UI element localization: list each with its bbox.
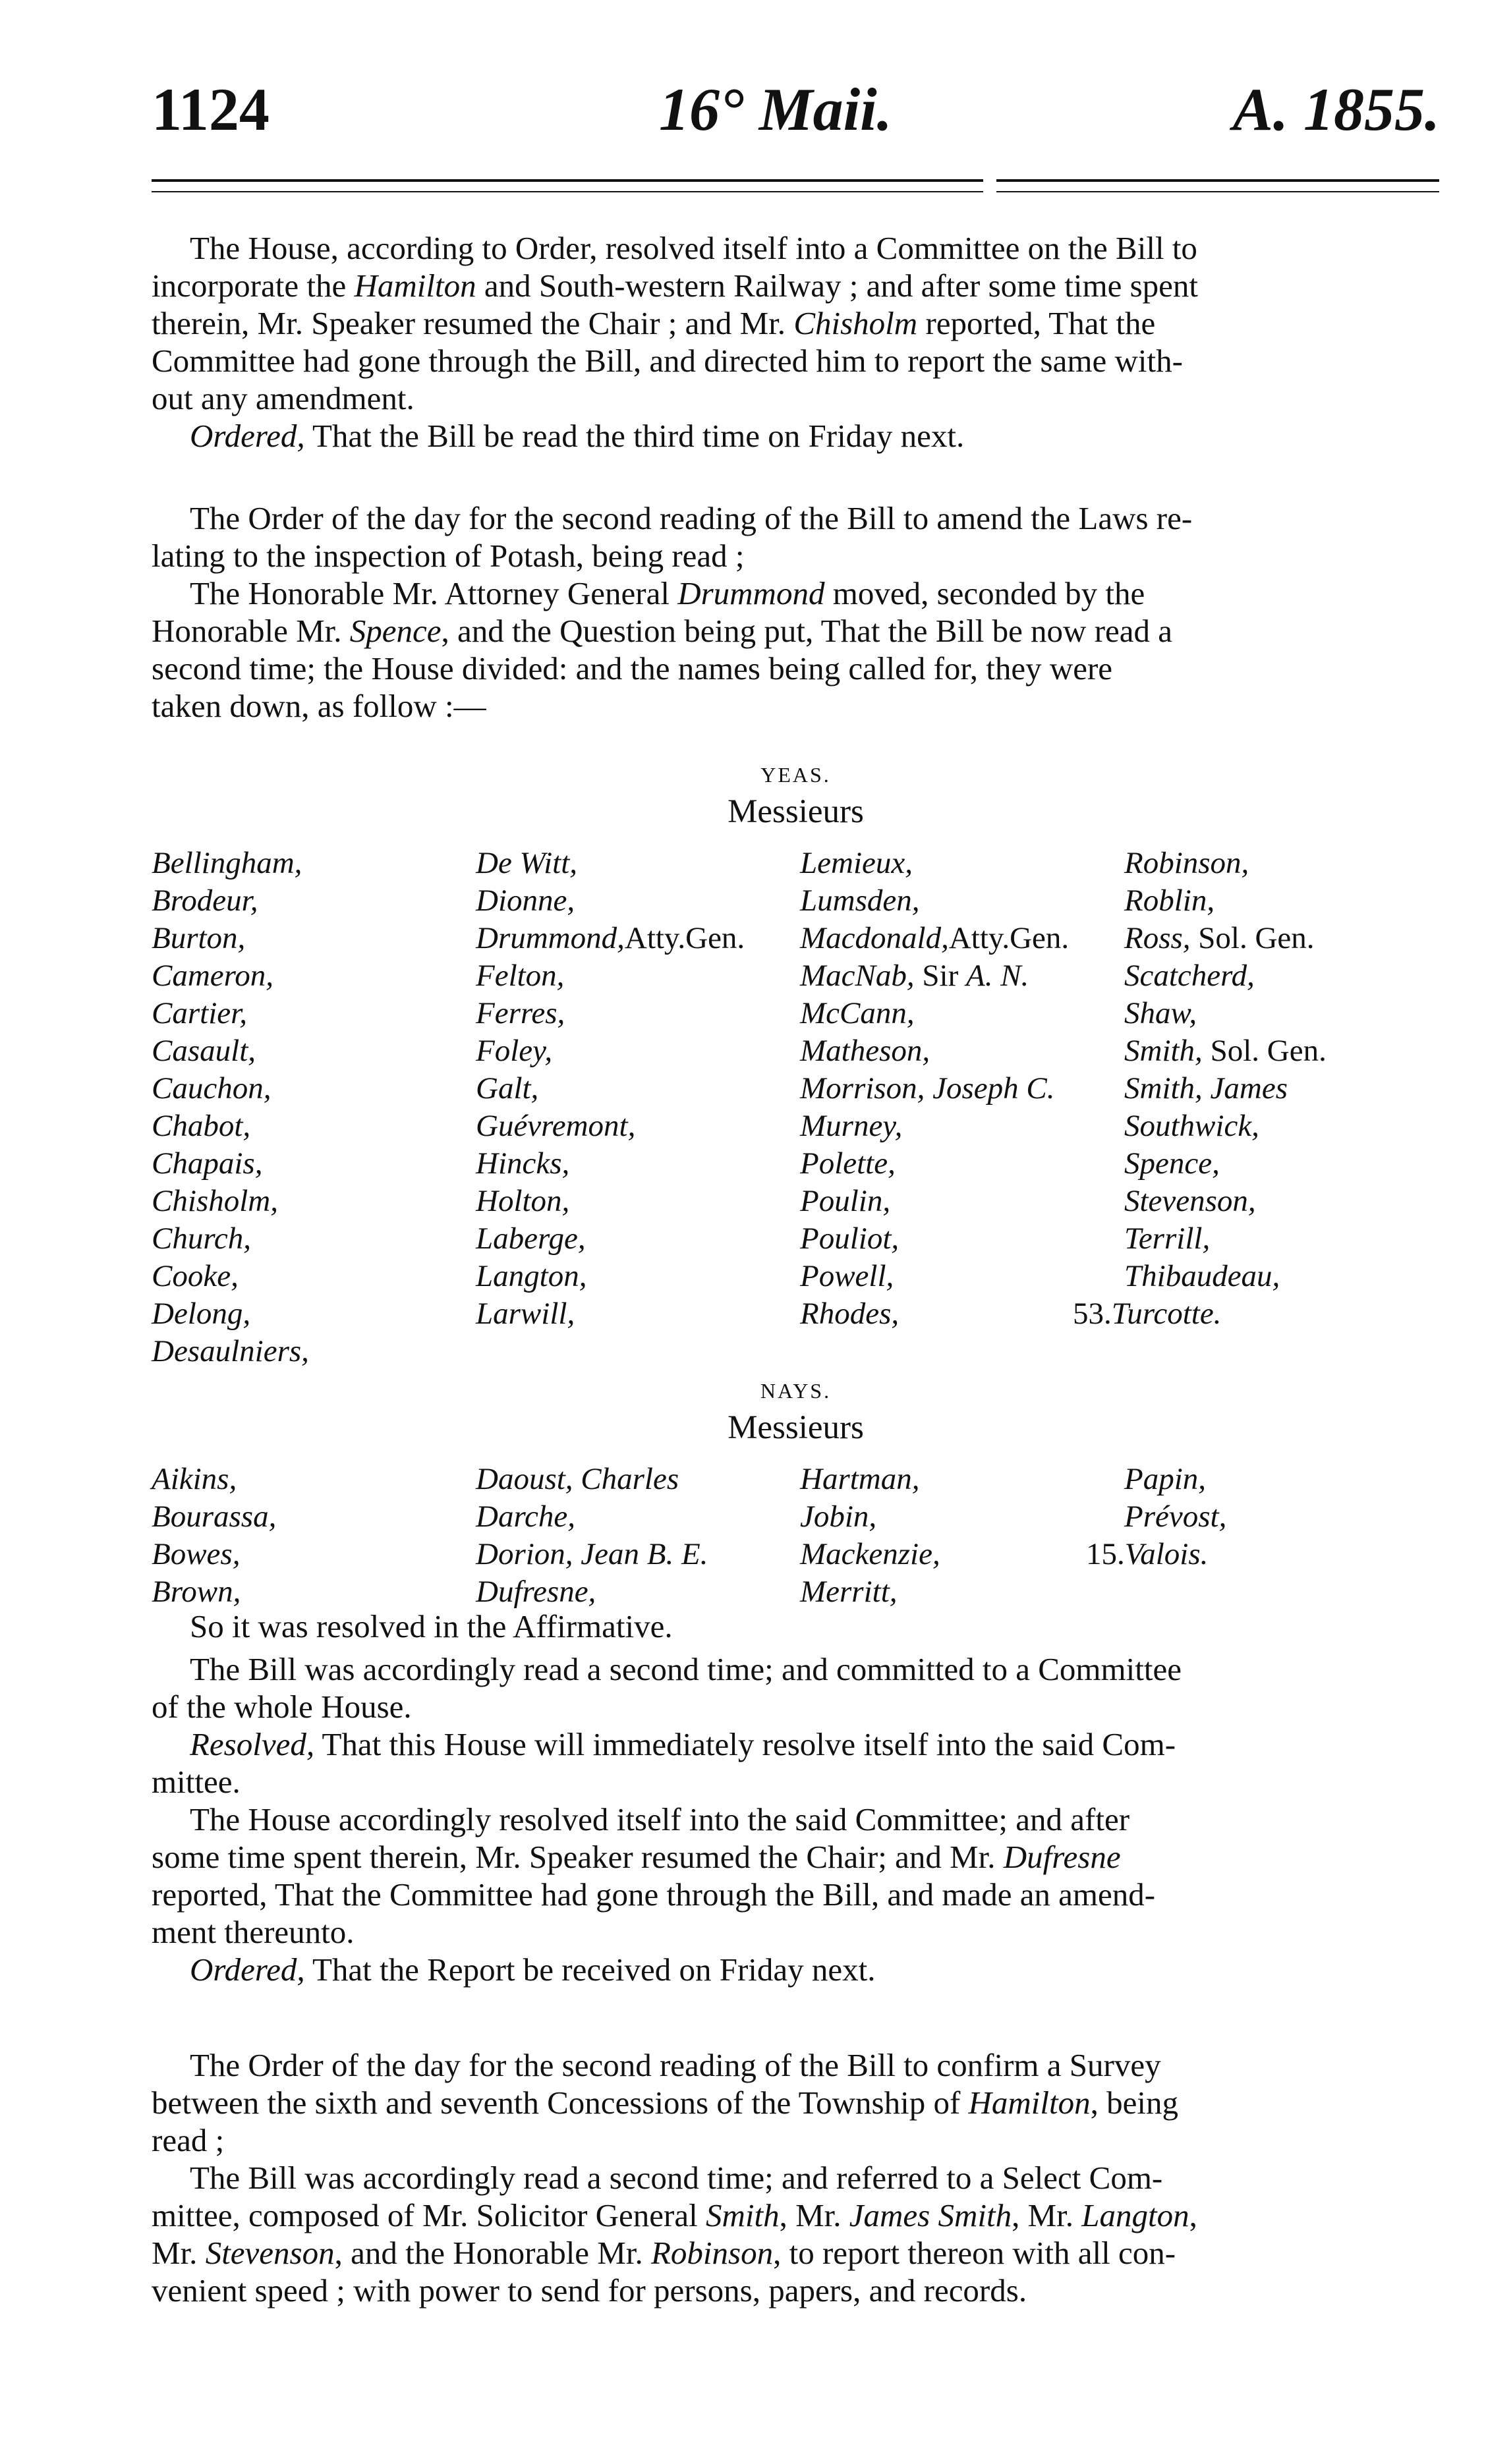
member-name [476, 1295, 800, 1333]
text-line: read ; [152, 2122, 225, 2158]
text-line: Committee had gone through the Bill, and directed him to report the same with- [152, 343, 1183, 379]
name-text: Bourassa, [152, 1499, 277, 1534]
ordered-line [152, 1951, 1440, 1988]
name-text: Aikins, [152, 1462, 237, 1496]
name-text: Cameron, [152, 959, 273, 993]
name-text: Desaulniers, [152, 1334, 309, 1368]
name-row [152, 957, 1440, 995]
member-name [800, 1220, 1124, 1258]
name-text: Brodeur, [152, 883, 258, 918]
name-text: Papin, [1124, 1462, 1207, 1496]
name-text: Polette, [800, 1146, 896, 1181]
member-name [152, 920, 476, 957]
member-name [152, 1461, 476, 1498]
member-name [1124, 1258, 1440, 1295]
name-text: Cartier, [152, 996, 247, 1030]
name-text: Lemieux, [800, 846, 913, 880]
text-line: second time; the House divided: and the names being called for, they were [152, 650, 1113, 686]
nays-table [152, 1461, 1440, 1611]
name-text: Pouliot, [800, 1221, 900, 1256]
text-run: and South-western Railway ; and after some time spent [476, 267, 1199, 304]
text-run-italic: Smith [705, 2197, 780, 2233]
member-name [152, 995, 476, 1032]
nays-messieurs: Messieurs [728, 1409, 864, 1446]
member-name [1124, 1333, 1440, 1370]
name-text: Poulin, [800, 1184, 891, 1218]
member-name [800, 1536, 1124, 1573]
text-run-italic: Ordered, [190, 1951, 305, 1988]
text-run: , [1189, 2197, 1197, 2233]
member-name [152, 1220, 476, 1258]
name-text: Felton, [476, 959, 565, 993]
nays-list [152, 1461, 1440, 1611]
member-name [476, 1536, 800, 1573]
member-name [1124, 845, 1440, 882]
paragraph-division-result [152, 1608, 1440, 1988]
name-row [152, 1183, 1440, 1220]
name-text: McCann, [800, 996, 915, 1030]
name-text: Burton, [152, 921, 246, 955]
name-text: Bowes, [152, 1537, 241, 1571]
name-row [152, 845, 1440, 882]
text-run-italic: Spence [349, 613, 442, 649]
name-text: Guévremont, [476, 1109, 636, 1143]
title-text: Sol. Gen. [1202, 1034, 1327, 1068]
page-number: 1124 [152, 76, 270, 143]
member-name [476, 1573, 800, 1611]
date-text: 16° Maii. [659, 76, 892, 143]
nays-heading: NAYS. [760, 1379, 832, 1403]
name-text: Thibaudeau, [1124, 1259, 1280, 1293]
text-run-italic: Ordered, [190, 418, 305, 454]
member-name [800, 995, 1124, 1032]
member-name [476, 1107, 800, 1145]
name-row [152, 1107, 1440, 1145]
text-line: reported, That the Committee had gone through the Bill, and made an amend- [152, 1876, 1156, 1913]
text-line: The Order of the day for the second reading of the Bill to amend the Laws re- [190, 500, 1193, 536]
vote-count: 15. [1086, 1537, 1125, 1571]
member-name [476, 1220, 800, 1258]
text-run: therein, Mr. Speaker resumed the Chair ; and Mr. [152, 305, 794, 341]
name-text: Daoust, Charles [476, 1462, 679, 1496]
member-name [1124, 1220, 1440, 1258]
name-text: Mackenzie, [800, 1537, 940, 1571]
member-name [1124, 1498, 1440, 1536]
name-text: Jobin, [800, 1499, 877, 1534]
member-name [152, 1145, 476, 1183]
text-line: venient speed ; with power to send for persons, papers, and records. [152, 2272, 1027, 2309]
text-line: The House, according to Order, resolved itself into a Committee on the Bill to [190, 230, 1197, 266]
member-name [800, 1183, 1124, 1220]
name-text: MacNab, [800, 959, 915, 993]
name-text: Powell, [800, 1259, 894, 1293]
text-line [152, 304, 1440, 342]
member-name [152, 1295, 476, 1333]
name-text: Scatcherd, [1124, 959, 1255, 993]
member-name [800, 920, 1124, 957]
text-run: , Mr. [1012, 2197, 1082, 2233]
name-text: Darche, [476, 1499, 575, 1534]
text-run-italic: Resolved, [190, 1726, 315, 1762]
text-run: Honorable Mr. [152, 613, 350, 649]
text-line: out any amendment. [152, 380, 414, 416]
text-line: of the whole House. [152, 1689, 412, 1725]
name-text: Roblin, [1124, 883, 1215, 918]
text-run: some time spent therein, Mr. Speaker resumed the Chair; and Mr. [152, 1839, 1004, 1875]
member-name [152, 1258, 476, 1295]
member-name [476, 995, 800, 1032]
name-text: Chisholm, [152, 1184, 278, 1218]
member-name [152, 1070, 476, 1107]
title-text: Atty.Gen. [624, 921, 745, 955]
member-name [476, 1258, 800, 1295]
member-name [152, 957, 476, 995]
member-name [800, 1070, 1124, 1107]
name-text: Galt, [476, 1071, 539, 1106]
name-text: Laberge, [476, 1221, 586, 1256]
member-name [152, 845, 476, 882]
name-text: Delong, [152, 1297, 251, 1331]
text-line [152, 1838, 1440, 1876]
text-line: The Bill was accordingly read a second time; and committed to a Committee [190, 1651, 1182, 1687]
member-name [1124, 1145, 1440, 1183]
name-text: A. N. [965, 959, 1029, 993]
paragraph-hamilton-railway [152, 229, 1440, 455]
name-text: Dufresne, [476, 1575, 596, 1609]
name-row [152, 920, 1440, 957]
name-text: Morrison, [800, 1071, 925, 1106]
text-run: mittee, composed of Mr. Solicitor General [152, 2197, 706, 2233]
text-run-italic: Dufresne [1003, 1839, 1121, 1875]
name-row [152, 1258, 1440, 1295]
name-text: Drummond, [476, 921, 625, 955]
member-name [1124, 1107, 1440, 1145]
text-run: between the sixth and seventh Concessions of the Township of [152, 2085, 969, 2121]
yeas-list [152, 845, 1440, 1370]
text-run: reported, That the [917, 305, 1156, 341]
text-run-italic: Hamilton [354, 267, 476, 304]
name-text: Lumsden, [800, 883, 920, 918]
member-name [800, 1258, 1124, 1295]
text-line: The Bill was accordingly read a second time; and referred to a Select Com- [190, 2160, 1163, 2196]
yeas-messieurs: Messieurs [728, 793, 864, 830]
title-text: Sir [914, 959, 966, 993]
name-row [152, 882, 1440, 920]
paragraph-township-survey [152, 2046, 1440, 2309]
member-name [1124, 1183, 1440, 1220]
name-text: Terrill, [1124, 1221, 1211, 1256]
name-text: Ferres, [476, 996, 565, 1030]
name-text: Spence, [1124, 1146, 1220, 1181]
member-name [1086, 1536, 1440, 1573]
member-name [1124, 1070, 1440, 1107]
name-text: Smith, [1124, 1034, 1203, 1068]
name-text: Chabot, [152, 1109, 251, 1143]
member-name [476, 1145, 800, 1183]
text-run: , and the Question being put, That the Bill be now read a [441, 613, 1173, 649]
ordered-line [152, 417, 1440, 455]
member-name [1124, 995, 1440, 1032]
page-year: A. 1855. [1232, 76, 1440, 143]
name-text: Church, [152, 1221, 252, 1256]
text-line: ment thereunto. [152, 1914, 355, 1950]
member-name [152, 882, 476, 920]
text-run: That the Bill be read the third time on Friday next. [304, 418, 965, 454]
member-name [800, 957, 1124, 995]
text-line: mittee. [152, 1764, 241, 1800]
title-text: Sol. Gen. [1190, 921, 1315, 955]
name-text: Brown, [152, 1575, 241, 1609]
text-run: , being [1090, 2085, 1179, 2121]
text-run: incorporate the [152, 267, 355, 304]
name-text: Southwick, [1124, 1109, 1259, 1143]
name-row [152, 1536, 1440, 1573]
member-name [476, 1070, 800, 1107]
name-text: Holton, [476, 1184, 570, 1218]
text-run: moved, seconded by the [824, 575, 1145, 611]
name-text: De Witt, [476, 846, 578, 880]
text-line: The House accordingly resolved itself into the said Committee; and after [190, 1801, 1130, 1837]
name-text: Joseph C. [925, 1071, 1055, 1106]
member-name [476, 920, 800, 957]
member-name [476, 845, 800, 882]
text-line: So it was resolved in the Affirmative. [190, 1608, 673, 1644]
member-name [476, 1498, 800, 1536]
member-name [476, 882, 800, 920]
member-name [1124, 920, 1440, 957]
member-name [152, 1573, 476, 1611]
text-run-italic: James Smith [849, 2197, 1012, 2233]
name-text: Robinson, [1124, 846, 1249, 880]
name-text: Murney, [800, 1109, 903, 1143]
name-row [152, 1145, 1440, 1183]
text-line: The Order of the day for the second reading of the Bill to confirm a Survey [190, 2047, 1161, 2083]
name-text: Turcotte. [1111, 1297, 1222, 1331]
member-name [476, 1032, 800, 1070]
name-row [152, 1573, 1440, 1611]
member-name [800, 1107, 1124, 1145]
member-name [152, 1536, 476, 1573]
name-text: Hartman, [800, 1462, 920, 1496]
name-row [152, 1032, 1440, 1070]
name-text: Smith, James [1124, 1071, 1288, 1106]
member-name [476, 1183, 800, 1220]
name-row [152, 1333, 1440, 1370]
member-name [800, 882, 1124, 920]
name-text: Dorion, Jean B. E. [476, 1537, 708, 1571]
name-text: Bellingham, [152, 846, 302, 880]
yeas-heading: YEAS. [760, 763, 831, 787]
member-name [1124, 1032, 1440, 1070]
name-text: Dionne, [476, 883, 575, 918]
text-line [152, 2084, 1440, 2121]
page-date [659, 76, 892, 143]
text-run: That the Report be received on Friday next. [304, 1951, 876, 1988]
text-line: taken down, as follow :— [152, 688, 486, 724]
paragraph-potash-bill [152, 499, 1440, 725]
header-rule-right [996, 179, 1439, 192]
name-text: Larwill, [476, 1297, 575, 1331]
title-text: Atty.Gen. [948, 921, 1070, 955]
text-line [152, 612, 1440, 650]
member-name [152, 1183, 476, 1220]
text-run: , Mr. [779, 2197, 849, 2233]
name-text: Macdonald, [800, 921, 949, 955]
name-text: Merritt, [800, 1575, 898, 1609]
name-text: Prévost, [1124, 1499, 1227, 1534]
text-run-italic: Drummond [677, 575, 825, 611]
name-row [152, 1220, 1440, 1258]
name-text: Langton, [476, 1259, 587, 1293]
vote-count: 53. [1073, 1297, 1112, 1331]
name-text: Foley, [476, 1034, 553, 1068]
text-run: Mr. [152, 2235, 206, 2271]
member-name [800, 1573, 1124, 1611]
name-text: Stevenson, [1124, 1184, 1256, 1218]
text-run: That this House will immediately resolve itself into the said Com- [314, 1726, 1176, 1762]
name-row [152, 995, 1440, 1032]
name-text: Cauchon, [152, 1071, 271, 1106]
member-name [1124, 1573, 1440, 1611]
name-text: Shaw, [1124, 996, 1197, 1030]
text-run-italic: Robinson [650, 2235, 774, 2271]
text-run-italic: Chisholm [793, 305, 918, 341]
text-line [152, 267, 1440, 304]
member-name [800, 1333, 1124, 1370]
text-run: , and the Honorable Mr. [334, 2235, 651, 2271]
member-name [152, 1107, 476, 1145]
text-run-italic: Langton [1081, 2197, 1189, 2233]
name-row [152, 1461, 1440, 1498]
member-name [800, 1498, 1124, 1536]
member-name [152, 1333, 476, 1370]
name-text: Matheson, [800, 1034, 930, 1068]
name-text: Valois. [1124, 1537, 1209, 1571]
text-run: , to report thereon with all con- [773, 2235, 1176, 2271]
name-row [152, 1295, 1440, 1333]
text-run-italic: Hamilton [968, 2085, 1091, 2121]
text-line [152, 2197, 1440, 2234]
member-name [1073, 1295, 1440, 1333]
text-run-italic: Stevenson [205, 2235, 335, 2271]
member-name [152, 1032, 476, 1070]
header-rule-left [152, 179, 983, 192]
member-name [476, 1333, 800, 1370]
member-name [476, 957, 800, 995]
name-row [152, 1498, 1440, 1536]
member-name [800, 1461, 1124, 1498]
name-text: Chapais, [152, 1146, 263, 1181]
name-text: Cooke, [152, 1259, 239, 1293]
name-text: Ross, [1124, 921, 1191, 955]
text-line [152, 1725, 1440, 1763]
member-name [800, 845, 1124, 882]
text-line: lating to the inspection of Potash, being read ; [152, 538, 745, 574]
name-text: Hincks, [476, 1146, 570, 1181]
yeas-table [152, 845, 1440, 1370]
member-name [1124, 957, 1440, 995]
text-run: The Honorable Mr. Attorney General [190, 575, 678, 611]
text-line [152, 2234, 1440, 2272]
text-line [152, 574, 1440, 612]
member-name [152, 1498, 476, 1536]
name-text: Rhodes, [800, 1297, 900, 1331]
member-name [800, 1032, 1124, 1070]
name-row [152, 1070, 1440, 1107]
member-name [476, 1461, 800, 1498]
member-name [1124, 1461, 1440, 1498]
member-name [800, 1145, 1124, 1183]
member-name [1124, 882, 1440, 920]
name-text: Casault, [152, 1034, 256, 1068]
